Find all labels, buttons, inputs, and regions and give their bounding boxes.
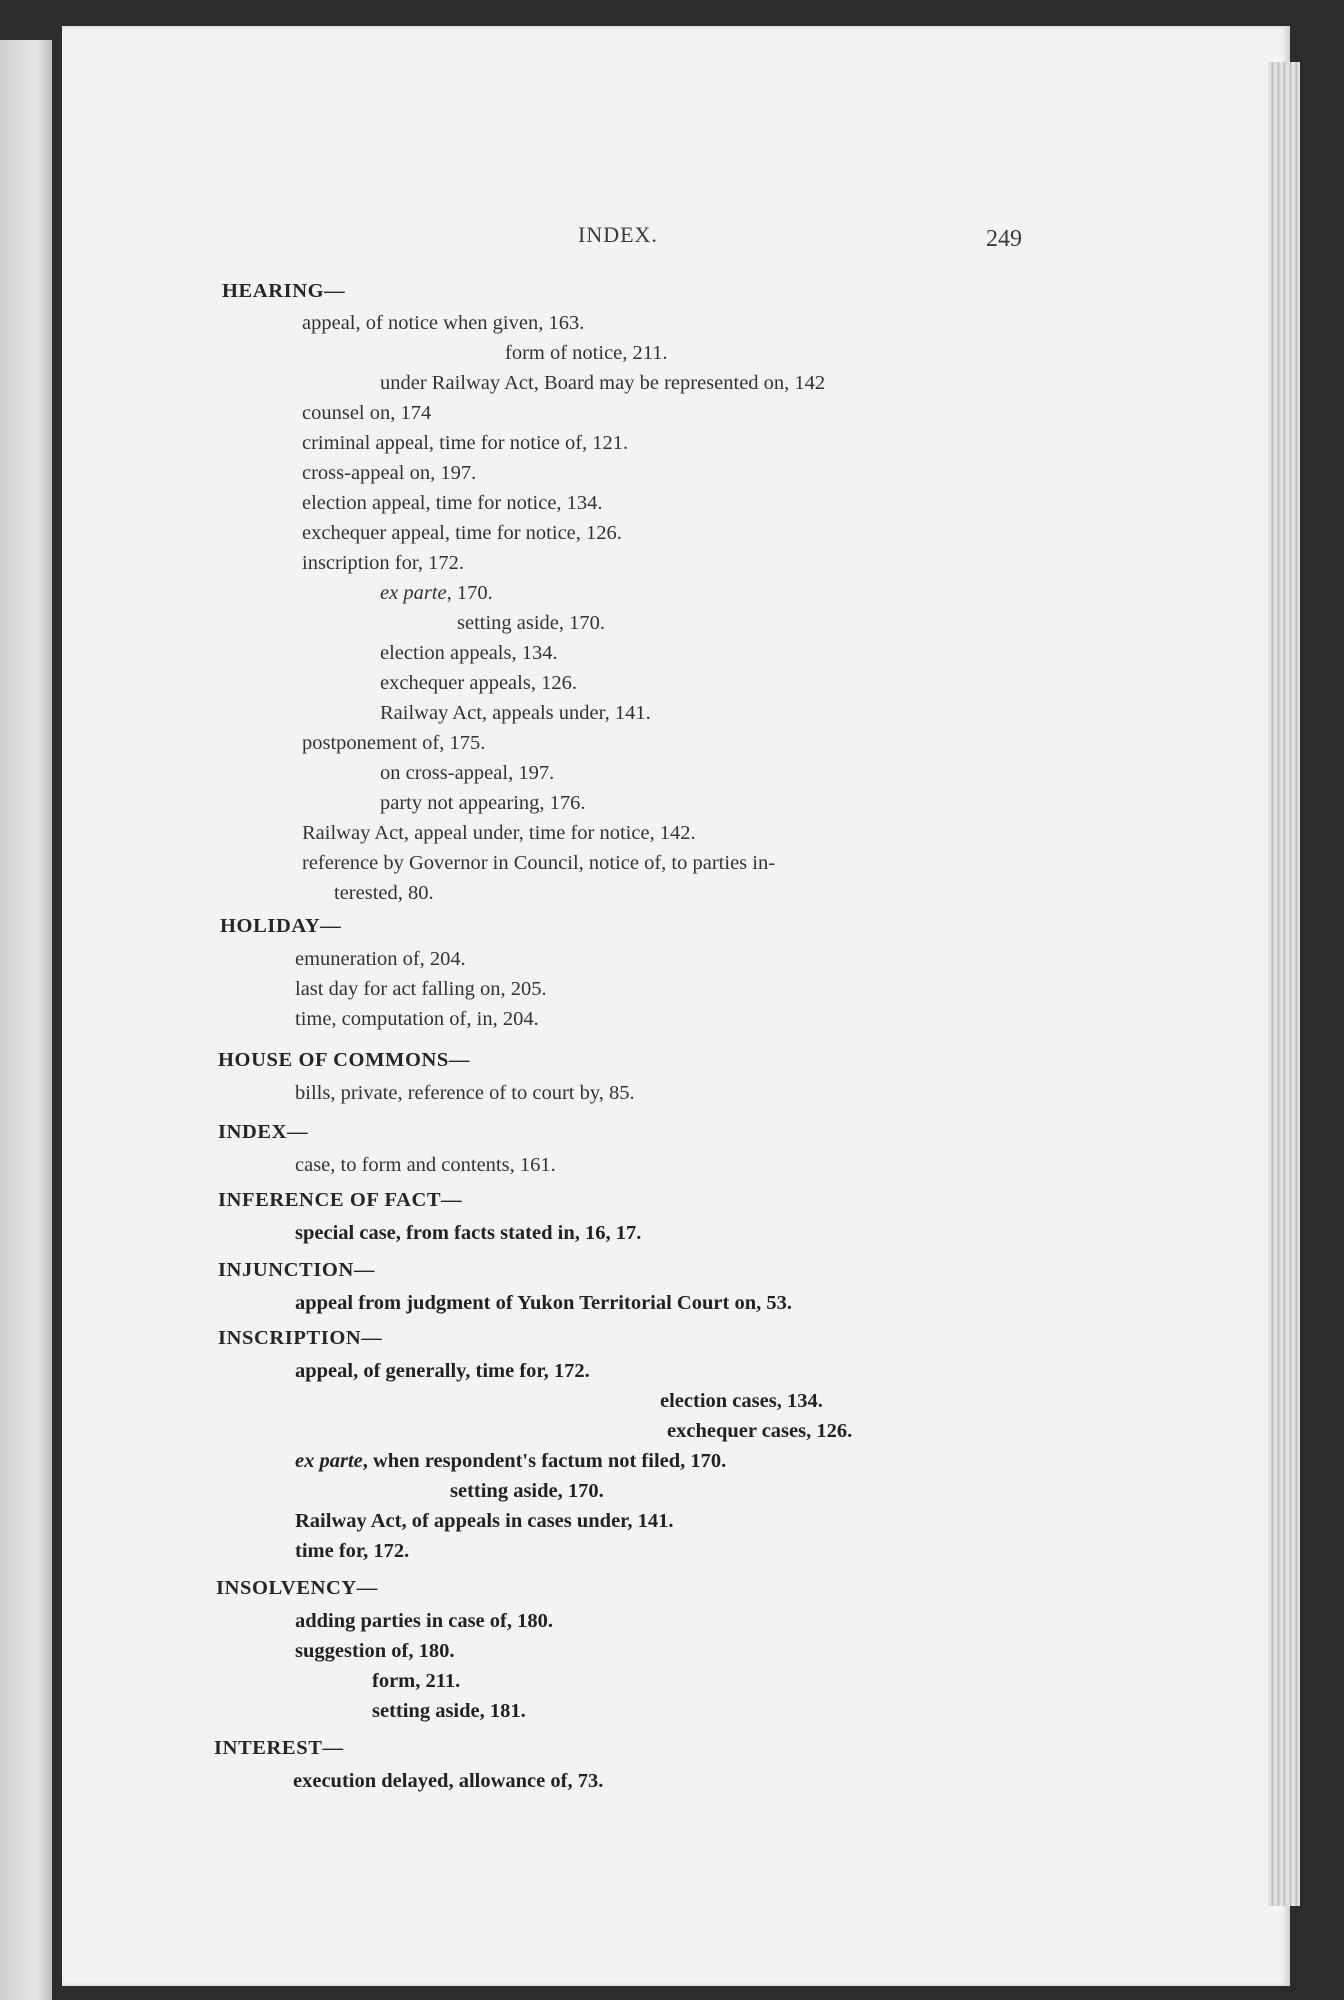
index-entry [302,403,431,424]
entry-text: special case, from facts stated in, 16, 17. [295,1222,642,1244]
entry-text: INDEX— [218,1121,309,1143]
index-entry [302,553,464,574]
index-heading [222,281,345,302]
index-entry [302,463,476,484]
index-entry [302,313,584,334]
entry-text: INSCRIPTION— [218,1327,383,1349]
index-heading [218,1190,462,1211]
index-entry [372,1701,526,1722]
entry-text: election appeals, 134. [380,642,558,664]
entry-text: criminal appeal, time for notice of, 121. [302,432,629,454]
entry-text: appeal, of notice when given, 163. [302,312,585,334]
entry-text: time for, 172. [295,1540,410,1562]
running-header: INDEX. [578,222,658,247]
entry-text: INTEREST— [214,1737,344,1759]
index-entry [667,1421,852,1442]
entry-text: postponement of, 175. [302,732,486,754]
entry-text: INJUNCTION— [218,1259,375,1281]
entry-text: emuneration of, 204. [295,948,466,970]
index-entry [372,1671,460,1692]
entry-text: form of notice, 211. [505,342,668,364]
index-entry [295,1009,539,1030]
entry-text: reference by Governor in Council, notice of, to parties in- [302,852,776,874]
entry-text: form, 211. [372,1670,461,1692]
entry-text: appeal from judgment of Yukon Territorial Court on, 53. [295,1292,792,1314]
entry-text: , when respondent's factum not filed, 170. [362,1450,727,1472]
index-heading [218,1260,375,1281]
entry-text: suggestion of, 180. [295,1640,455,1662]
entry-text: bills, private, reference of to court by, 85. [295,1082,635,1104]
entry-text: Railway Act, appeals under, 141. [380,702,651,724]
index-entry [295,1611,553,1632]
index-entry [380,703,651,724]
index-entry [295,1361,590,1382]
entry-text: under Railway Act, Board may be represented on, 142 [380,372,826,394]
index-entry [295,1293,792,1314]
entry-text: HOUSE OF COMMONS— [218,1049,471,1071]
index-entry [295,979,547,1000]
entry-text: inscription for, 172. [302,552,465,574]
index-entry [302,433,628,454]
entry-text: Railway Act, of appeals in cases under, 141. [295,1510,674,1532]
entry-text: exchequer appeal, time for notice, 126. [302,522,622,544]
index-entry [380,673,577,694]
entry-text: counsel on, 174 [302,402,432,424]
index-entry [295,1155,556,1176]
entry-text: setting aside, 181. [372,1700,526,1722]
index-entry [302,733,485,754]
index-entry [660,1391,823,1412]
entry-text: election appeal, time for notice, 134. [302,492,603,514]
entry-text: party not appearing, 176. [380,792,586,814]
entry-text: execution delayed, allowance of, 73. [293,1770,604,1792]
index-entry [295,1451,726,1472]
index-entry [295,1541,409,1562]
entry-text: HEARING— [222,280,346,302]
page-number: 249 [986,226,1022,252]
index-heading [220,916,341,937]
entry-text: terested, 80. [334,882,434,904]
index-heading [218,1328,382,1349]
entry-text: on cross-appeal, 197. [380,762,555,784]
index-entry [295,1223,641,1244]
entry-text: cross-appeal on, 197. [302,462,477,484]
entry-text: Railway Act, appeal under, time for notice, 142. [302,822,696,844]
entry-text: , 170. [446,582,493,604]
index-entry [380,583,493,604]
italic-term: ex parte [295,1450,363,1472]
index-entry [450,1481,604,1502]
index-entry [302,493,603,514]
index-entry [380,373,825,394]
index-entry [380,763,554,784]
index-heading [218,1050,470,1071]
index-entry [295,949,466,970]
index-entry [302,853,775,874]
entry-text: INSOLVENCY— [216,1577,378,1599]
entry-text: appeal, of generally, time for, 172. [295,1360,590,1382]
index-entry [302,523,622,544]
italic-term: ex parte [380,582,447,604]
index-entry [380,793,586,814]
entry-text: INFERENCE OF FACT— [218,1189,463,1211]
index-entry [302,823,696,844]
entry-text: last day for act falling on, 205. [295,978,547,1000]
entry-text: exchequer cases, 126. [667,1420,853,1442]
page-stack-edge [1268,62,1300,1906]
index-entry [295,1511,674,1532]
index-entry [457,613,605,634]
index-heading [218,1122,308,1143]
facing-page-edge [0,40,52,2000]
index-entry [380,643,558,664]
entry-text: exchequer appeals, 126. [380,672,577,694]
entry-text: setting aside, 170. [457,612,606,634]
index-entry [505,343,668,364]
entry-text: case, to form and contents, 161. [295,1154,556,1176]
entry-text: time, computation of, in, 204. [295,1008,539,1030]
entry-text: setting aside, 170. [450,1480,604,1502]
index-entry [295,1641,454,1662]
entry-text: election cases, 134. [660,1390,823,1412]
index-heading [216,1578,378,1599]
index-entry [295,1083,635,1104]
index-entry [334,883,434,904]
entry-text: adding parties in case of, 180. [295,1610,553,1632]
book-page [62,26,1290,1986]
index-entry [293,1771,603,1792]
entry-text: HOLIDAY— [220,915,342,937]
index-heading [214,1738,344,1759]
